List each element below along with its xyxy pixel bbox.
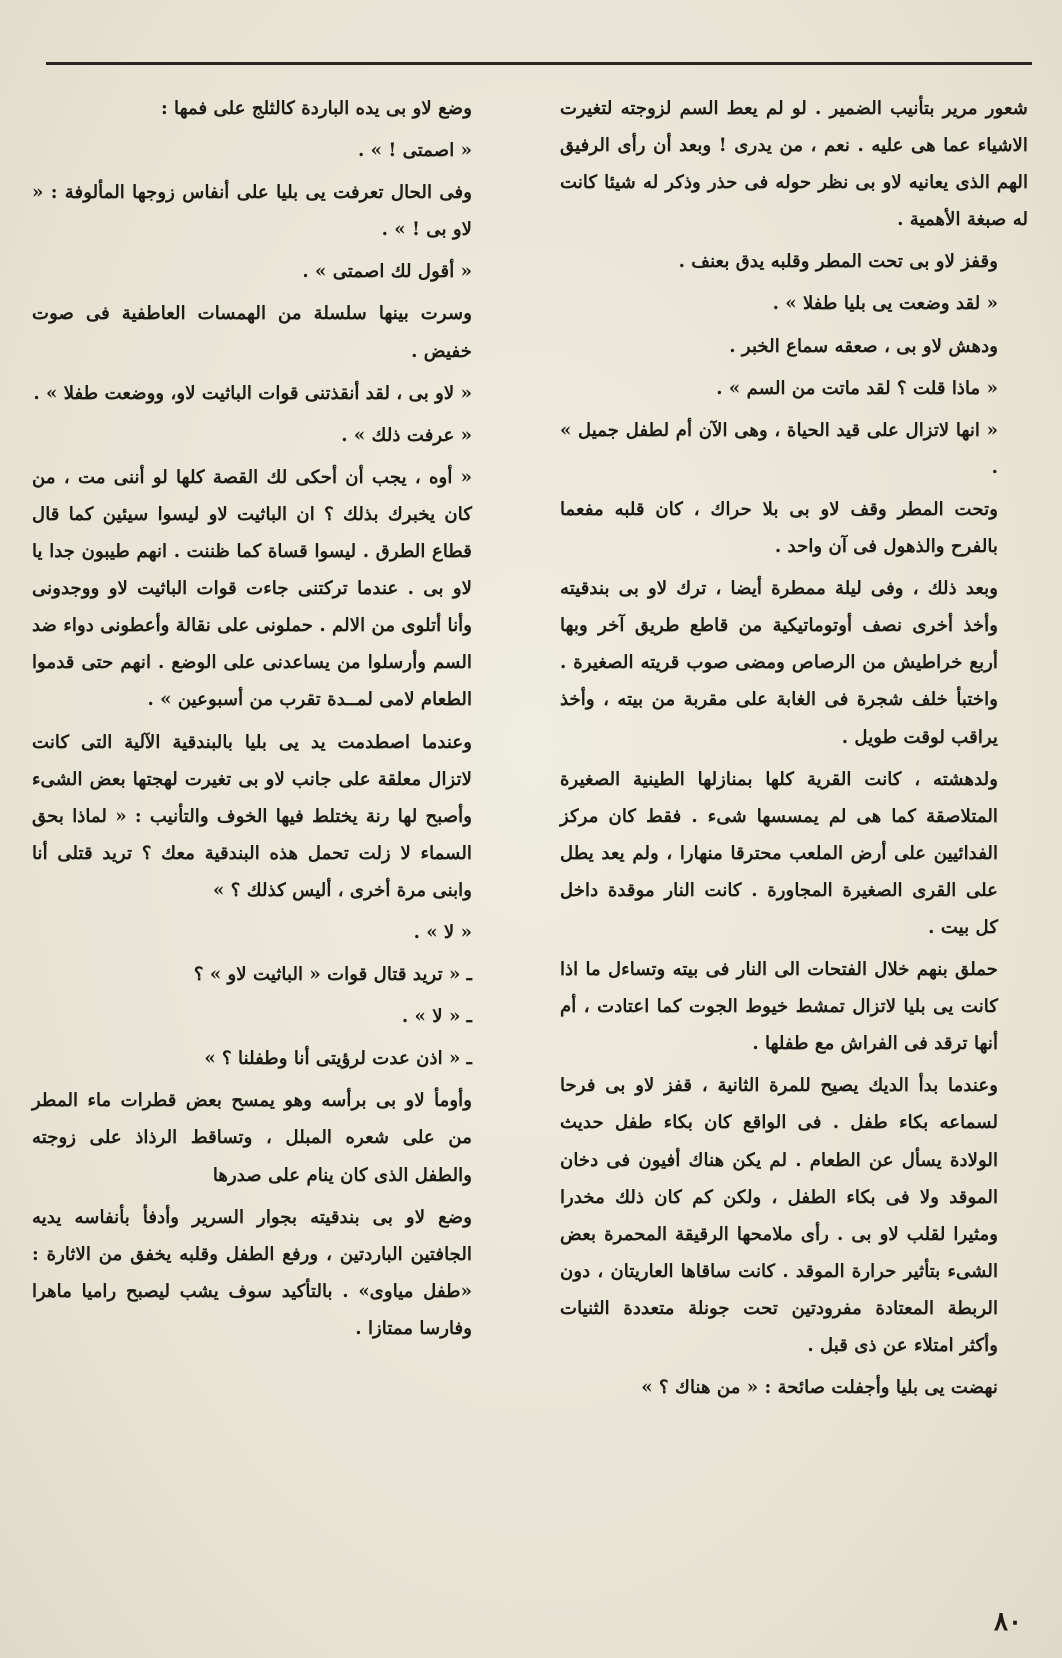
paragraph: « عرفت ذلك » . bbox=[341, 424, 472, 446]
paragraph: « أوه ، يجب أن أحكى لك القصة كلها لو أننى مت ، من كان يخبرك بذلك ؟ ان الباثيت لاو ليسوا سيئين كما قال قطاع الطرق . ليسوا قساة كما ظننت . انهم طيبون جدا يا لاو بى . عندما تركتنى جاءت قوات الباثيت لاو ووجدونى وأنا أتلوى من الالم . حملونى على نقالة وأعطونى دواء ضد السم وأرسلوا من يساعدنى على الوضع . انهم حتى قدموا الطعام لامى لمــدة تقرب من أسبوعين » . bbox=[32, 466, 472, 711]
paragraph: وفى الحال تعرفت يى بليا على أنفاس زوجها المألوفة : « لاو بى ! » . bbox=[32, 182, 472, 241]
paragraph: ـ « لا » . bbox=[401, 1006, 472, 1028]
paragraph: « ماذا قلت ؟ لقد ماتت من السم » . bbox=[716, 377, 998, 399]
paragraph: وضع لاو بى يده الباردة كالثلج على فمها : bbox=[161, 98, 472, 119]
paragraph: ودهش لاو بى ، صعقه سماع الخبر . bbox=[729, 335, 998, 357]
right-column bbox=[560, 90, 1028, 1411]
paragraph: « لا » . bbox=[413, 921, 472, 943]
paragraph: « أقول لك اصمتى » . bbox=[302, 261, 472, 283]
paragraph: وأومأ لاو بى برأسه وهو يمسح بعض قطرات ماء المطر من على شعره المبلل ، وتساقط الرذاذ على زوجته والطفل الذى كان ينام على صدرها bbox=[32, 1090, 472, 1186]
paragraph: ولدهشته ، كانت القرية كلها بمنازلها الطينية الصغيرة المتلاصقة كما هى لم يمسسها شىء . فقط كان مركز الفدائيين على أرض الملعب محترقا منهارا ، ولم يعد يطل على القرى الصغيرة المجاورة . كانت النار موقدة داخل كل بيت . bbox=[560, 768, 998, 938]
paragraph: « لاو بى ، لقد أنقذتنى قوات الباثيت لاو، ووضعت طفلا » . bbox=[33, 382, 472, 404]
paragraph: وعندما اصطدمت يد يى بليا بالبندقية الآلية التى كانت لاتزال معلقة على جانب لاو بى تغيرت لهجتها بعض الشىء وأصبح لها رنة يختلط فيها الخوف والتأنيب : « لماذا بحق السماء لا زلت تحمل هذه البندقية معك ؟ تريد قتلى أنا وابنى مرة أخرى ، أليس كذلك ؟ » bbox=[32, 731, 472, 901]
paragraph: وتحت المطر وقف لاو بى بلا حراك ، كان قلبه مفعما بالفرح والذهول فى آن واحد . bbox=[560, 498, 998, 558]
paragraph: ـ « تريد قتال قوات « الباثيت لاو » ؟ bbox=[193, 964, 472, 986]
paragraph: وسرت بينها سلسلة من الهمسات العاطفية فى صوت خفيض . bbox=[32, 303, 472, 362]
paragraph: « لقد وضعت يى بليا طفلا » . bbox=[772, 293, 998, 315]
paragraph: نهضت يى بليا وأجفلت صائحة : « من هناك ؟ » bbox=[641, 1377, 998, 1399]
paragraph: « انها لاتزال على قيد الحياة ، وهى الآن أم لطفل جميل » . bbox=[560, 419, 998, 478]
paragraph: حملق بنهم خلال الفتحات الى النار فى بيته وتساءل ما اذا كانت يى بليا لاتزال تمشط خيوط الجوت كما اعتادت ، أم أنها ترقد فى الفراش مع طفلها . bbox=[560, 959, 998, 1055]
left-column bbox=[32, 90, 502, 1352]
paragraph: شعور مرير بتأنيب الضمير . لو لم يعط السم لزوجته لتغيرت الاشياء عما هى عليه . نعم ، من يدرى ! وبعد أن رأى الرفيق الهم الذى يعانيه لاو بى نظر حوله فى حذر وذكر له شيئا كانت له صبغة الأهمية . bbox=[560, 98, 1028, 231]
paragraph: وعندما بدأ الديك يصيح للمرة الثانية ، قفز لاو بى فرحا لسماعه بكاء طفل . فى الواقع كان بكاء طفل حديث الولادة يسأل عن الطعام . لم يكن هناك أفيون فى دخان الموقد ولا فى بكاء الطفل ، ولكن كم كان ذلك مخدرا ومثيرا لقلب لاو بى . رأى ملامحها الرقيقة المحمرة بعض الشىء بتأثير حرارة الموقد . كانت ساقاها العاريتان ، دون الربطة المعتادة مفرودتين تحت جونلة متعددة الثنيات وأكثر امتلاء عن ذى قبل . bbox=[560, 1075, 998, 1356]
page-number: ٨٠ bbox=[994, 1607, 1022, 1637]
paragraph: وبعد ذلك ، وفى ليلة ممطرة أيضا ، ترك لاو بى بندقيته وأخذ أخرى نصف أوتوماتيكية من قاطع طريق آخر وبها أربع خراطيش من الرصاص ومضى صوب قريته الصغيرة . واختبأ خلف شجرة فى الغابة على مقربة من بيته ، وأخذ يراقب لوقت طويل . bbox=[560, 578, 998, 748]
paragraph: « اصمتى ! » . bbox=[357, 140, 472, 162]
paragraph: وقفز لاو بى تحت المطر وقلبه يدق بعنف . bbox=[678, 251, 998, 273]
paragraph: وضع لاو بى بندقيته بجوار السرير وأدفأ بأنفاسه يديه الجافتين الباردتين ، ورفع الطفل وقلبه يخفق من الاثارة : «طفل مياوى» . بالتأكيد سوف يشب ليصبح راميا ماهرا وفارسا ممتازا . bbox=[32, 1206, 472, 1339]
paragraph: ـ « اذن عدت لرؤيتى أنا وطفلنا ؟ » bbox=[204, 1048, 472, 1070]
top-divider bbox=[46, 62, 1032, 65]
